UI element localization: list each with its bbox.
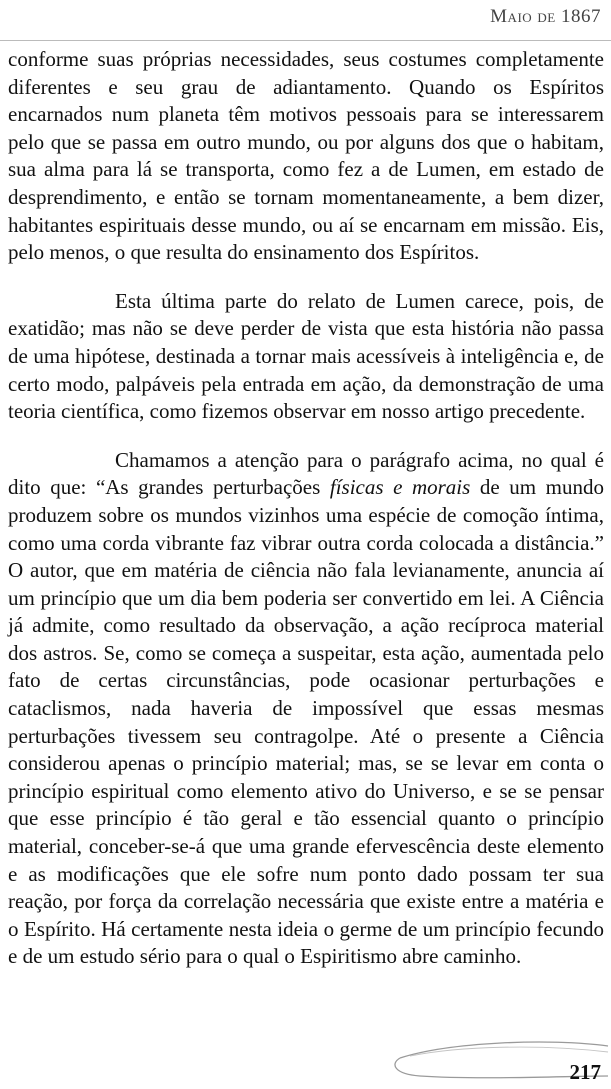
page-footer: [380, 1030, 611, 1089]
paragraph-3-text-after: de um mundo produzem sobre os mundos vizinhos uma espécie de comoção íntima, como uma corda vibrante faz vibrar outra corda colocada a distância.” O autor, que em matéria de ciência não fala levianamente, anuncia aí um princípio que um dia bem poderia ser convertido em lei. A Ciência já admite, como resultado da observação, a ação recíproca material dos astros. Se, como se começa a suspeitar, esta ação, aumentada pelo fato de certas circunstâncias, pode ocasionar perturbações e cataclismos, nada haveria de impossível que essas mesmas perturbações tivessem seu contragolpe. Até o presente a Ciência considerou apenas o princípio material; mas, se se levar em conta o princípio espiritual como elemento ativo do Universo, e se se pensar que esse princípio é tão geral e tão essencial quanto o princípio material, conceber-se-á que uma grande efervescência deste elemento e as modificações que ele sofre num ponto dado possam ter sua reação, por força da correlação necessária que existe entre a matéria e o Espírito. Há certamente nesta ideia o germe de um princípio fecundo e de um estudo sério para o qual o Espiritismo abre caminho.: [8, 475, 604, 969]
header-divider: [0, 40, 611, 41]
page-body: [8, 46, 604, 971]
page-number: 217: [569, 1060, 601, 1084]
paragraph-3: [8, 447, 604, 971]
paragraph-1: conforme suas próprias necessidades, seus costumes completamente diferentes e seu grau de adiantamento. Quando os Espíritos encarnados num planeta têm motivos pessoais para se interessarem pelo que se passa em outro mundo, ou por alguns dos que o habitam, sua alma para lá se transporta, como fez a de Lumen, em estado de desprendimento, e então se tornam momentaneamente, a bem dizer, habitantes espirituais desse mundo, ou aí se encarnam em missão. Eis, pelo menos, o que resulta do ensinamento dos Espíritos.: [8, 47, 604, 265]
running-header: Maio de 1867: [490, 6, 601, 27]
paragraph-3-text-before: Chamamos a atenção para o parágrafo acima, no qual é dito que: “As grandes perturbações: [8, 447, 604, 500]
paragraph-3-emphasis: físicas e morais: [329, 475, 471, 500]
paragraph-2: Esta última parte do relato de Lumen carece, pois, de exatidão; mas não se deve perder de vista que esta história não passa de uma hipótese, destinada a tornar mais acessíveis à inteligência e, de certo modo, palpáveis pela entrada em ação, da demonstração de uma teoria científica, como fizemos observar em nosso artigo precedente.: [8, 288, 604, 424]
